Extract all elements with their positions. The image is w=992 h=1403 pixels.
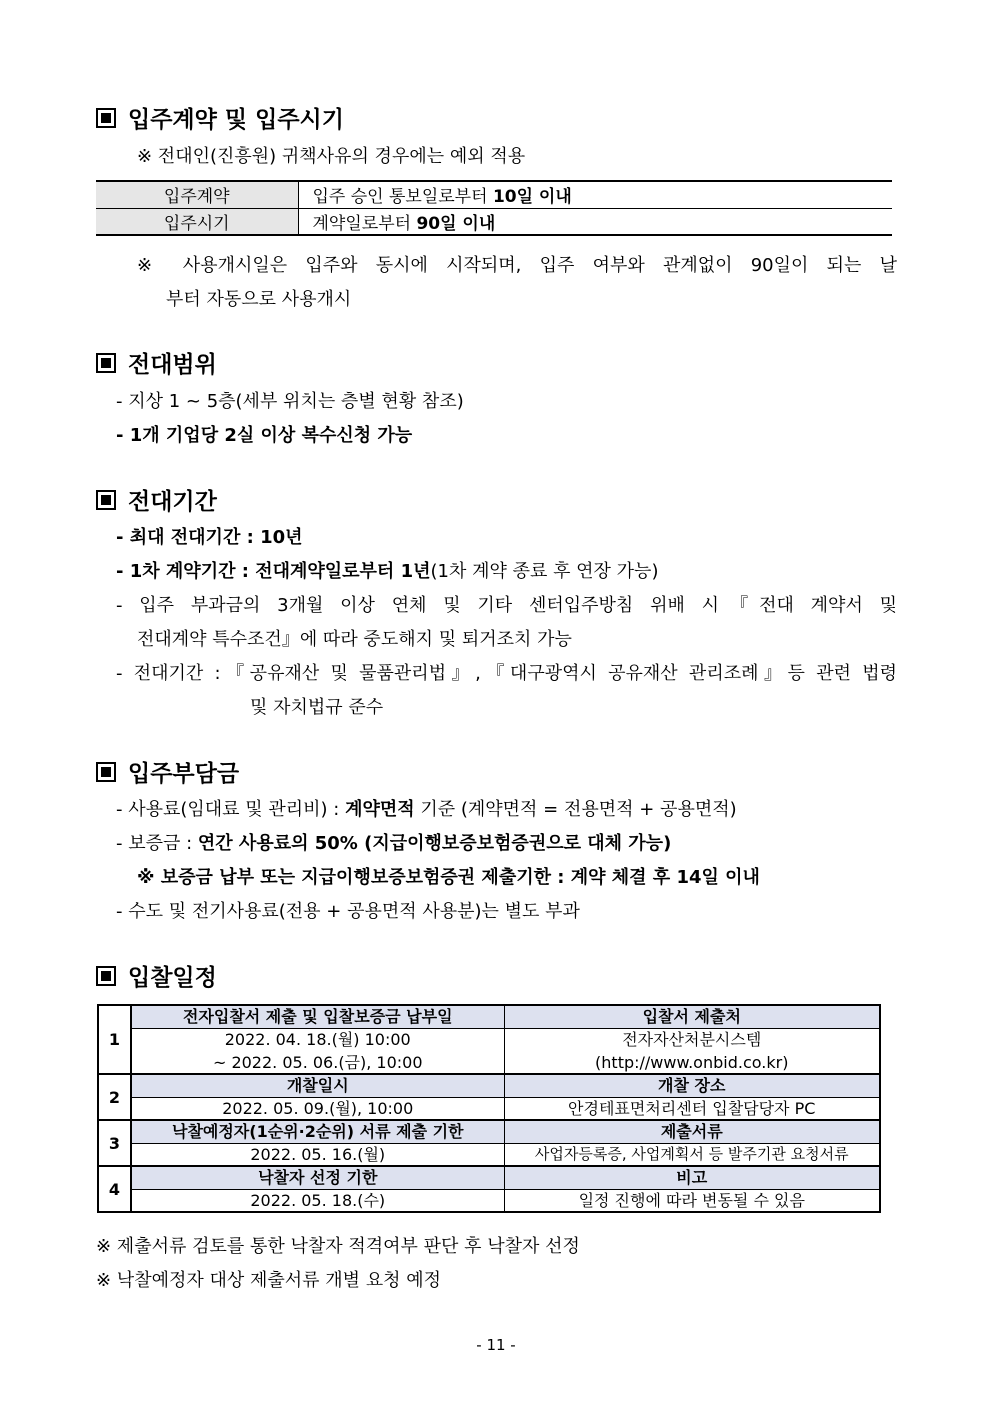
section-heading-charges <box>96 755 239 788</box>
column-header: 비고 <box>504 1166 880 1189</box>
table-value: 계약일로부터 90일 이내 <box>312 213 496 234</box>
table-cell: 2022. 05. 09.(월), 10:00 <box>131 1097 504 1120</box>
list-item: - 보증금 : 연간 사용료의 50% (지급이행보증보험증권으로 대체 가능) <box>116 833 672 854</box>
note-line: ※ 제출서류 검토를 통한 낙찰자 적격여부 판단 후 낙찰자 선정 <box>96 1236 580 1257</box>
row-number: 3 <box>98 1120 131 1166</box>
table-cell: 사업자등록증, 사업계획서 등 발주기관 요청서류 <box>504 1143 880 1166</box>
column-header: 낙찰자 선정 기한 <box>131 1166 504 1189</box>
table-row <box>98 1143 880 1166</box>
table-cell: ~ 2022. 05. 06.(금), 10:00 <box>131 1051 504 1074</box>
column-header: 낙찰예정자(1순위·2순위) 서류 제출 기한 <box>131 1120 504 1143</box>
table-row <box>98 1028 880 1051</box>
table-row <box>98 1120 880 1143</box>
list-item: - 사용료(임대료 및 관리비) : 계약면적 기준 (계약면적 = 전용면적 + 공용면적) <box>116 799 737 820</box>
contract-table <box>96 180 892 236</box>
table-cell: 안경테표면처리센터 입찰담당자 PC <box>504 1097 880 1120</box>
section-heading-contract <box>96 101 344 134</box>
list-item: 전대계약 특수조건』에 따라 중도해지 및 퇴거조치 가능 <box>137 629 572 650</box>
table-key: 입주계약 <box>96 181 298 208</box>
square-bullet-icon <box>96 353 116 373</box>
table-key: 입주시기 <box>96 208 298 235</box>
column-header: 제출서류 <box>504 1120 880 1143</box>
table-cell: 2022. 05. 18.(수) <box>131 1189 504 1212</box>
column-header: 개찰 장소 <box>504 1074 880 1097</box>
table-row <box>96 208 892 235</box>
list-item: - 최대 전대기간 : 10년 <box>116 527 303 548</box>
section-title: 입찰일정 <box>128 965 217 991</box>
table-cell: (http://www.onbid.co.kr) <box>504 1051 880 1074</box>
section-title: 입주계약 및 입주시기 <box>128 107 344 133</box>
list-item: 및 자치법규 준수 <box>250 697 384 718</box>
table-row <box>98 1097 880 1120</box>
table-row <box>98 1166 880 1189</box>
table-row <box>98 1074 880 1097</box>
section-title: 전대기간 <box>128 489 217 515</box>
square-bullet-icon <box>96 108 116 128</box>
note-line: ※ 사용개시일은 입주와 동시에 시작되며, 입주 여부와 관계없이 90일이 되는 날 <box>137 255 897 276</box>
square-bullet-icon <box>96 966 116 986</box>
note-line: ※ 보증금 납부 또는 지급이행보증보험증권 제출기한 : 계약 체결 후 14일 이내 <box>137 867 760 888</box>
list-item: - 1차 계약기간 : 전대계약일로부터 1년(1차 계약 종료 후 연장 가능) <box>116 561 659 582</box>
note-line: ※ 전대인(진흥원) 귀책사유의 경우에는 예외 적용 <box>137 146 526 167</box>
square-bullet-icon <box>96 762 116 782</box>
list-item: - 지상 1 ~ 5층(세부 위치는 층별 현황 참조) <box>116 391 464 412</box>
table-row <box>98 1005 880 1028</box>
row-number: 4 <box>98 1166 131 1212</box>
row-number: 1 <box>98 1005 131 1074</box>
section-title: 전대범위 <box>128 352 217 378</box>
list-item: - 입주 부과금의 3개월 이상 연체 및 기타 센터입주방침 위배 시『전대 계약서 및 <box>116 595 897 616</box>
list-item: - 수도 및 전기사용료(전용 + 공용면적 사용분)는 별도 부과 <box>116 901 580 922</box>
table-row <box>98 1189 880 1212</box>
table-row <box>98 1051 880 1074</box>
note-line: 부터 자동으로 사용개시 <box>166 289 352 310</box>
section-heading-period <box>96 483 217 516</box>
table-cell: 전자자산처분시스템 <box>504 1028 880 1051</box>
section-heading-schedule <box>96 959 217 992</box>
list-item: - 전대기간 :『공유재산 및 물품관리법』,『대구광역시 공유재산 관리조례』등 관련 법령 <box>116 663 897 684</box>
section-title: 입주부담금 <box>128 761 240 787</box>
row-number: 2 <box>98 1074 131 1120</box>
table-value: 입주 승인 통보일로부터 10일 이내 <box>298 181 892 208</box>
column-header: 전자입찰서 제출 및 입찰보증금 납부일 <box>131 1005 504 1028</box>
column-header: 입찰서 제출처 <box>504 1005 880 1028</box>
page-number: - 11 - <box>476 1336 516 1354</box>
schedule-table <box>97 1004 881 1213</box>
table-row <box>96 181 892 208</box>
column-header: 개찰일시 <box>131 1074 504 1097</box>
square-bullet-icon <box>96 490 116 510</box>
list-item: - 1개 기업당 2실 이상 복수신청 가능 <box>116 425 413 446</box>
note-line: ※ 낙찰예정자 대상 제출서류 개별 요청 예정 <box>96 1270 442 1291</box>
section-heading-scope <box>96 346 217 379</box>
table-cell: 2022. 05. 16.(월) <box>131 1143 504 1166</box>
table-cell: 일정 진행에 따라 변동될 수 있음 <box>504 1189 880 1212</box>
table-cell: 2022. 04. 18.(월) 10:00 <box>131 1028 504 1051</box>
